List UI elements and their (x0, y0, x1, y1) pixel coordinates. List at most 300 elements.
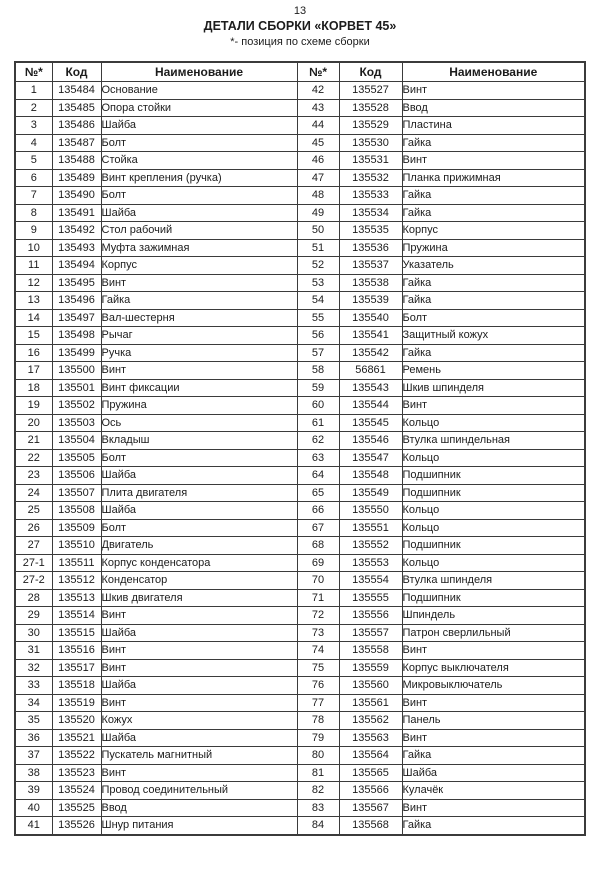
cell-name-right: Втулка шпинделя (402, 572, 585, 590)
page-subtitle: *- позиция по схеме сборки (230, 36, 370, 48)
cell-no-right: 75 (297, 659, 339, 677)
table-row (15, 99, 585, 117)
header-no-left: №* (15, 62, 52, 82)
cell-name-right: Ввод (402, 99, 585, 117)
cell-name-right: Гайка (402, 204, 585, 222)
cell-no-right: 44 (297, 117, 339, 135)
cell-no-left: 7 (15, 187, 52, 205)
cell-no-left: 4 (15, 134, 52, 152)
cell-name-right: Шкив шпинделя (402, 379, 585, 397)
cell-name-right: Кольцо (402, 519, 585, 537)
cell-no-left: 33 (15, 677, 52, 695)
table-row (15, 169, 585, 187)
cell-no-left: 37 (15, 747, 52, 765)
cell-name-right: Винт (402, 729, 585, 747)
cell-no-right: 43 (297, 99, 339, 117)
cell-name-right: Подшипник (402, 537, 585, 555)
cell-code-right: 135538 (339, 274, 402, 292)
cell-no-left: 26 (15, 519, 52, 537)
cell-no-left: 14 (15, 309, 52, 327)
cell-code-right: 135555 (339, 589, 402, 607)
cell-name-left: Вал-шестерня (101, 309, 297, 327)
cell-name-left: Двигатель (101, 537, 297, 555)
table-row (15, 449, 585, 467)
cell-code-left: 135496 (52, 292, 101, 310)
cell-code-left: 135521 (52, 729, 101, 747)
cell-name-left: Болт (101, 449, 297, 467)
cell-no-left: 16 (15, 344, 52, 362)
cell-code-left: 135498 (52, 327, 101, 345)
table-row (15, 677, 585, 695)
table-row (15, 502, 585, 520)
cell-name-right: Гайка (402, 187, 585, 205)
cell-code-left: 135484 (52, 82, 101, 100)
cell-name-left: Ось (101, 414, 297, 432)
table-row (15, 344, 585, 362)
cell-no-left: 27-2 (15, 572, 52, 590)
cell-no-right: 52 (297, 257, 339, 275)
cell-code-right: 135549 (339, 484, 402, 502)
cell-code-right: 135568 (339, 817, 402, 835)
cell-code-right: 135529 (339, 117, 402, 135)
cell-name-left: Ручка (101, 344, 297, 362)
cell-name-right: Гайка (402, 817, 585, 835)
cell-name-right: Винт (402, 82, 585, 100)
cell-name-left: Винт (101, 764, 297, 782)
table-row (15, 414, 585, 432)
cell-name-right: Патрон сверлильный (402, 624, 585, 642)
cell-no-right: 77 (297, 694, 339, 712)
cell-no-left: 25 (15, 502, 52, 520)
cell-code-right: 135536 (339, 239, 402, 257)
cell-name-left: Винт (101, 362, 297, 380)
cell-code-left: 135499 (52, 344, 101, 362)
cell-name-right: Гайка (402, 134, 585, 152)
cell-no-right: 66 (297, 502, 339, 520)
cell-name-left: Корпус конденсатора (101, 554, 297, 572)
table-row (15, 607, 585, 625)
cell-name-left: Гайка (101, 292, 297, 310)
cell-no-left: 28 (15, 589, 52, 607)
cell-name-right: Кольцо (402, 414, 585, 432)
cell-code-left: 135510 (52, 537, 101, 555)
cell-name-right: Корпус выключателя (402, 659, 585, 677)
cell-code-right: 135548 (339, 467, 402, 485)
cell-code-left: 135524 (52, 782, 101, 800)
cell-no-left: 9 (15, 222, 52, 240)
cell-no-right: 64 (297, 467, 339, 485)
table-row (15, 747, 585, 765)
table-row (15, 554, 585, 572)
cell-code-right: 135557 (339, 624, 402, 642)
cell-code-right: 135535 (339, 222, 402, 240)
cell-code-left: 135493 (52, 239, 101, 257)
table-row (15, 362, 585, 380)
cell-name-right: Винт (402, 642, 585, 660)
cell-no-left: 13 (15, 292, 52, 310)
cell-code-right: 135537 (339, 257, 402, 275)
cell-name-left: Винт (101, 607, 297, 625)
cell-no-left: 39 (15, 782, 52, 800)
cell-name-right: Защитный кожух (402, 327, 585, 345)
cell-code-left: 135490 (52, 187, 101, 205)
table-row (15, 624, 585, 642)
cell-no-left: 10 (15, 239, 52, 257)
cell-no-right: 70 (297, 572, 339, 590)
cell-code-left: 135512 (52, 572, 101, 590)
cell-no-right: 51 (297, 239, 339, 257)
cell-code-right: 135541 (339, 327, 402, 345)
page-number: 13 (293, 5, 307, 17)
cell-no-left: 15 (15, 327, 52, 345)
table-row (15, 694, 585, 712)
cell-no-right: 54 (297, 292, 339, 310)
cell-code-left: 135522 (52, 747, 101, 765)
cell-code-right: 135534 (339, 204, 402, 222)
cell-no-left: 36 (15, 729, 52, 747)
header-code-right: Код (339, 62, 402, 82)
cell-name-left: Вкладыш (101, 432, 297, 450)
cell-name-right: Втулка шпиндельная (402, 432, 585, 450)
cell-name-left: Шайба (101, 204, 297, 222)
cell-no-left: 30 (15, 624, 52, 642)
cell-no-left: 2 (15, 99, 52, 117)
table-row (15, 519, 585, 537)
cell-name-left: Шкив двигателя (101, 589, 297, 607)
cell-no-right: 83 (297, 799, 339, 817)
table-row (15, 712, 585, 730)
table-row (15, 379, 585, 397)
cell-name-right: Кольцо (402, 554, 585, 572)
cell-no-right: 61 (297, 414, 339, 432)
cell-name-right: Пружина (402, 239, 585, 257)
cell-code-left: 135513 (52, 589, 101, 607)
cell-code-right: 135533 (339, 187, 402, 205)
cell-code-right: 135544 (339, 397, 402, 415)
cell-no-left: 8 (15, 204, 52, 222)
cell-no-right: 78 (297, 712, 339, 730)
cell-code-left: 135505 (52, 449, 101, 467)
cell-no-right: 73 (297, 624, 339, 642)
cell-no-right: 42 (297, 82, 339, 100)
cell-name-right: Гайка (402, 292, 585, 310)
cell-no-right: 71 (297, 589, 339, 607)
cell-no-right: 60 (297, 397, 339, 415)
cell-name-left: Плита двигателя (101, 484, 297, 502)
cell-name-left: Муфта зажимная (101, 239, 297, 257)
table-row (15, 222, 585, 240)
cell-no-right: 45 (297, 134, 339, 152)
cell-code-right: 135546 (339, 432, 402, 450)
cell-code-left: 135525 (52, 799, 101, 817)
cell-code-right: 135540 (339, 309, 402, 327)
cell-name-right: Гайка (402, 344, 585, 362)
cell-no-right: 58 (297, 362, 339, 380)
cell-name-left: Шайба (101, 117, 297, 135)
cell-code-left: 135503 (52, 414, 101, 432)
cell-code-left: 135506 (52, 467, 101, 485)
cell-code-right: 135552 (339, 537, 402, 555)
table-row (15, 467, 585, 485)
table-row (15, 327, 585, 345)
cell-no-left: 3 (15, 117, 52, 135)
cell-code-left: 135508 (52, 502, 101, 520)
table-row (15, 432, 585, 450)
cell-name-left: Стол рабочий (101, 222, 297, 240)
cell-name-left: Болт (101, 134, 297, 152)
cell-code-right: 135531 (339, 152, 402, 170)
table-row (15, 589, 585, 607)
cell-name-right: Кольцо (402, 502, 585, 520)
cell-code-right: 135550 (339, 502, 402, 520)
cell-name-right: Подшипник (402, 589, 585, 607)
cell-code-left: 135485 (52, 99, 101, 117)
cell-no-left: 19 (15, 397, 52, 415)
cell-no-right: 62 (297, 432, 339, 450)
cell-name-right: Планка прижимная (402, 169, 585, 187)
cell-name-left: Пускатель магнитный (101, 747, 297, 765)
cell-code-left: 135516 (52, 642, 101, 660)
header-name-left: Наименование (101, 62, 297, 82)
cell-no-left: 12 (15, 274, 52, 292)
cell-code-left: 135492 (52, 222, 101, 240)
cell-name-right: Шпиндель (402, 607, 585, 625)
cell-no-left: 27 (15, 537, 52, 555)
cell-no-right: 74 (297, 642, 339, 660)
table-row (15, 782, 585, 800)
cell-no-left: 40 (15, 799, 52, 817)
cell-code-right: 135528 (339, 99, 402, 117)
cell-no-right: 65 (297, 484, 339, 502)
cell-no-right: 59 (297, 379, 339, 397)
cell-no-right: 81 (297, 764, 339, 782)
cell-code-left: 135497 (52, 309, 101, 327)
cell-name-right: Винт (402, 799, 585, 817)
cell-code-right: 135566 (339, 782, 402, 800)
cell-code-right: 135562 (339, 712, 402, 730)
cell-no-left: 31 (15, 642, 52, 660)
cell-no-left: 23 (15, 467, 52, 485)
cell-name-right: Пластина (402, 117, 585, 135)
table-row (15, 117, 585, 135)
table-row (15, 292, 585, 310)
cell-name-right: Кулачёк (402, 782, 585, 800)
cell-name-right: Винт (402, 694, 585, 712)
cell-code-left: 135509 (52, 519, 101, 537)
cell-no-right: 49 (297, 204, 339, 222)
cell-code-right: 135560 (339, 677, 402, 695)
cell-name-left: Шайба (101, 502, 297, 520)
cell-code-right: 135553 (339, 554, 402, 572)
cell-name-left: Провод соединительный (101, 782, 297, 800)
cell-no-left: 20 (15, 414, 52, 432)
cell-code-right: 135564 (339, 747, 402, 765)
cell-code-right: 56861 (339, 362, 402, 380)
cell-code-left: 135489 (52, 169, 101, 187)
table-row (15, 729, 585, 747)
cell-no-left: 1 (15, 82, 52, 100)
cell-code-left: 135523 (52, 764, 101, 782)
table-row (15, 187, 585, 205)
table-row (15, 817, 585, 835)
table-row (15, 152, 585, 170)
cell-code-right: 135551 (339, 519, 402, 537)
cell-name-left: Болт (101, 519, 297, 537)
cell-no-left: 38 (15, 764, 52, 782)
cell-no-right: 72 (297, 607, 339, 625)
cell-name-right: Ремень (402, 362, 585, 380)
cell-name-right: Микровыключатель (402, 677, 585, 695)
cell-name-right: Шайба (402, 764, 585, 782)
table-row (15, 642, 585, 660)
cell-name-left: Рычаг (101, 327, 297, 345)
cell-no-left: 32 (15, 659, 52, 677)
cell-name-left: Винт (101, 642, 297, 660)
cell-name-left: Винт (101, 659, 297, 677)
header-no-right: №* (297, 62, 339, 82)
cell-name-left: Шнур питания (101, 817, 297, 835)
cell-code-left: 135514 (52, 607, 101, 625)
cell-no-left: 18 (15, 379, 52, 397)
cell-no-left: 41 (15, 817, 52, 835)
cell-name-left: Шайба (101, 677, 297, 695)
cell-no-left: 11 (15, 257, 52, 275)
cell-code-left: 135486 (52, 117, 101, 135)
parts-table (14, 61, 586, 836)
cell-code-left: 135502 (52, 397, 101, 415)
cell-code-right: 135527 (339, 82, 402, 100)
cell-code-right: 135561 (339, 694, 402, 712)
table-row (15, 537, 585, 555)
cell-no-right: 80 (297, 747, 339, 765)
header-code-left: Код (52, 62, 101, 82)
table-row (15, 572, 585, 590)
cell-name-left: Основание (101, 82, 297, 100)
cell-code-left: 135494 (52, 257, 101, 275)
table-row (15, 484, 585, 502)
cell-no-right: 63 (297, 449, 339, 467)
table-row (15, 134, 585, 152)
cell-code-right: 135542 (339, 344, 402, 362)
table-row (15, 659, 585, 677)
cell-no-left: 24 (15, 484, 52, 502)
cell-no-right: 79 (297, 729, 339, 747)
cell-code-right: 135559 (339, 659, 402, 677)
cell-code-right: 135532 (339, 169, 402, 187)
cell-name-right: Гайка (402, 274, 585, 292)
cell-code-right: 135556 (339, 607, 402, 625)
cell-code-left: 135526 (52, 817, 101, 835)
cell-no-left: 34 (15, 694, 52, 712)
cell-name-right: Гайка (402, 747, 585, 765)
cell-name-left: Кожух (101, 712, 297, 730)
cell-name-right: Винт (402, 397, 585, 415)
header-name-right: Наименование (402, 62, 585, 82)
cell-name-left: Винт крепления (ручка) (101, 169, 297, 187)
cell-code-left: 135517 (52, 659, 101, 677)
cell-code-right: 135565 (339, 764, 402, 782)
cell-code-left: 135504 (52, 432, 101, 450)
cell-code-left: 135495 (52, 274, 101, 292)
cell-code-left: 135519 (52, 694, 101, 712)
cell-name-left: Корпус (101, 257, 297, 275)
cell-no-left: 29 (15, 607, 52, 625)
cell-code-left: 135491 (52, 204, 101, 222)
cell-no-left: 21 (15, 432, 52, 450)
cell-no-right: 57 (297, 344, 339, 362)
cell-code-right: 135543 (339, 379, 402, 397)
cell-name-left: Болт (101, 187, 297, 205)
cell-no-right: 69 (297, 554, 339, 572)
cell-no-left: 5 (15, 152, 52, 170)
cell-name-left: Винт (101, 694, 297, 712)
cell-no-right: 84 (297, 817, 339, 835)
cell-name-right: Кольцо (402, 449, 585, 467)
cell-code-left: 135518 (52, 677, 101, 695)
cell-no-left: 27-1 (15, 554, 52, 572)
cell-code-right: 135545 (339, 414, 402, 432)
cell-no-left: 17 (15, 362, 52, 380)
cell-code-left: 135511 (52, 554, 101, 572)
cell-name-left: Шайба (101, 467, 297, 485)
cell-code-right: 135567 (339, 799, 402, 817)
cell-name-right: Панель (402, 712, 585, 730)
cell-name-left: Шайба (101, 729, 297, 747)
cell-name-left: Ввод (101, 799, 297, 817)
cell-no-right: 48 (297, 187, 339, 205)
table-row (15, 397, 585, 415)
cell-code-left: 135501 (52, 379, 101, 397)
cell-code-left: 135520 (52, 712, 101, 730)
cell-no-right: 46 (297, 152, 339, 170)
cell-name-left: Конденсатор (101, 572, 297, 590)
table-header-row (15, 62, 585, 82)
cell-code-left: 135500 (52, 362, 101, 380)
cell-no-right: 82 (297, 782, 339, 800)
cell-name-left: Винт фиксации (101, 379, 297, 397)
cell-code-right: 135554 (339, 572, 402, 590)
cell-no-right: 53 (297, 274, 339, 292)
cell-no-right: 50 (297, 222, 339, 240)
table-row (15, 204, 585, 222)
cell-code-right: 135547 (339, 449, 402, 467)
table-row (15, 257, 585, 275)
cell-name-left: Опора стойки (101, 99, 297, 117)
cell-code-left: 135487 (52, 134, 101, 152)
cell-code-left: 135488 (52, 152, 101, 170)
cell-code-right: 135563 (339, 729, 402, 747)
cell-name-right: Винт (402, 152, 585, 170)
cell-name-right: Корпус (402, 222, 585, 240)
cell-no-right: 67 (297, 519, 339, 537)
cell-no-right: 56 (297, 327, 339, 345)
table-row (15, 82, 585, 100)
cell-name-right: Подшипник (402, 467, 585, 485)
cell-name-right: Указатель (402, 257, 585, 275)
cell-no-right: 47 (297, 169, 339, 187)
cell-name-left: Пружина (101, 397, 297, 415)
table-row (15, 239, 585, 257)
cell-no-left: 6 (15, 169, 52, 187)
cell-name-left: Шайба (101, 624, 297, 642)
cell-no-left: 35 (15, 712, 52, 730)
cell-no-right: 55 (297, 309, 339, 327)
cell-name-left: Стойка (101, 152, 297, 170)
table-row (15, 309, 585, 327)
cell-name-left: Винт (101, 274, 297, 292)
cell-code-left: 135507 (52, 484, 101, 502)
cell-code-right: 135558 (339, 642, 402, 660)
